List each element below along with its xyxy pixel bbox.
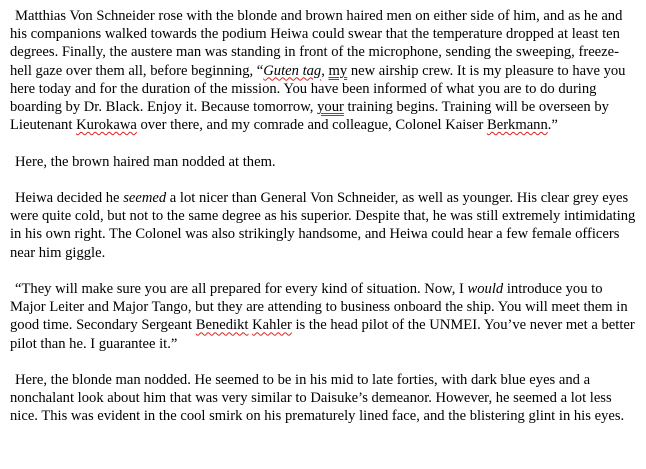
foreign-phrase-guten-tag: Guten tag xyxy=(263,62,322,79)
paragraph-4-text-d: is the head pilot of the UNMEI. You’ve never met a better pilot than he. I guarantee it.” xyxy=(10,317,635,352)
emphasis-seemed: seemed xyxy=(123,190,167,206)
spelling-flag-benedikt: Benedikt xyxy=(195,317,249,334)
paragraph-2: Here, the brown haired man nodded at them. xyxy=(15,153,276,170)
paragraph-1-text-a: Matthias Von Schneider rose with the blonde and brown haired men on either side of him, and as he and his companions walked towards the podium Heiwa could swear that the temperature dropped at least ten degrees. Finally, the austere man was standing in front of the microphone, sending the sweeping, freeze-hell gaze over them all, before beginning, “ xyxy=(10,8,623,79)
emphasis-would: would xyxy=(467,281,504,297)
paragraph-1 xyxy=(10,7,636,134)
grammar-flag-your: your xyxy=(317,99,344,116)
paragraph-3-text-b: a lot nicer than General Von Schneider, as well as younger. His clear grey eyes were quite cold, but not to the same degree as his superior. Despite that, he was still extremely intimidating in his own right. The Colonel was also strikingly handsome, and Heiwa could hear a few female officers near him giggle. xyxy=(10,190,636,261)
paragraph-1-text-c: new airship crew. It is my pleasure to have you here today and for the duration of the mission. You have been informed of what you are to do during boarding by Dr. Black. Enjoy it. Because tomorrow, xyxy=(10,62,626,116)
paragraph-1-text-f: .” xyxy=(547,117,558,134)
grammar-flag-my: my xyxy=(328,62,348,79)
paragraph-4-text-a: “They will make sure you are all prepared for every kind of situation. Now, I xyxy=(15,281,468,297)
spelling-flag-berkmann: Berkmann xyxy=(486,117,548,134)
paragraph-4-text-b: introduce you to Major Leiter and Major Tango, but they are attending to business onboard the ship. You will meet them in good time. Secondary Sergeant xyxy=(10,281,628,334)
paragraph-1-text-e: over there, and my comrade and colleague, Colonel Kaiser xyxy=(136,117,487,134)
paragraph-3-text-a: Heiwa decided he xyxy=(15,190,124,206)
paragraph-5: Here, the blonde man nodded. He seemed to be in his mid to late forties, with dark blue eyes and a nonchalant look about him that was very similar to Daisuke’s demeanor. However, he seemed a lot less nice. This was evident in the cool smirk on his prematurely lined face, and the blistering glint in his eyes. xyxy=(10,372,625,425)
spelling-flag-kahler: Kahler xyxy=(252,317,292,334)
paragraph-1-text-d: training begins. Training will be overseen by Lieutenant xyxy=(10,99,609,134)
paragraph-1-text-b: , xyxy=(321,62,329,79)
paragraph-3 xyxy=(10,189,636,262)
spelling-flag-kurokawa: Kurokawa xyxy=(76,117,137,134)
paragraph-4 xyxy=(10,280,636,353)
